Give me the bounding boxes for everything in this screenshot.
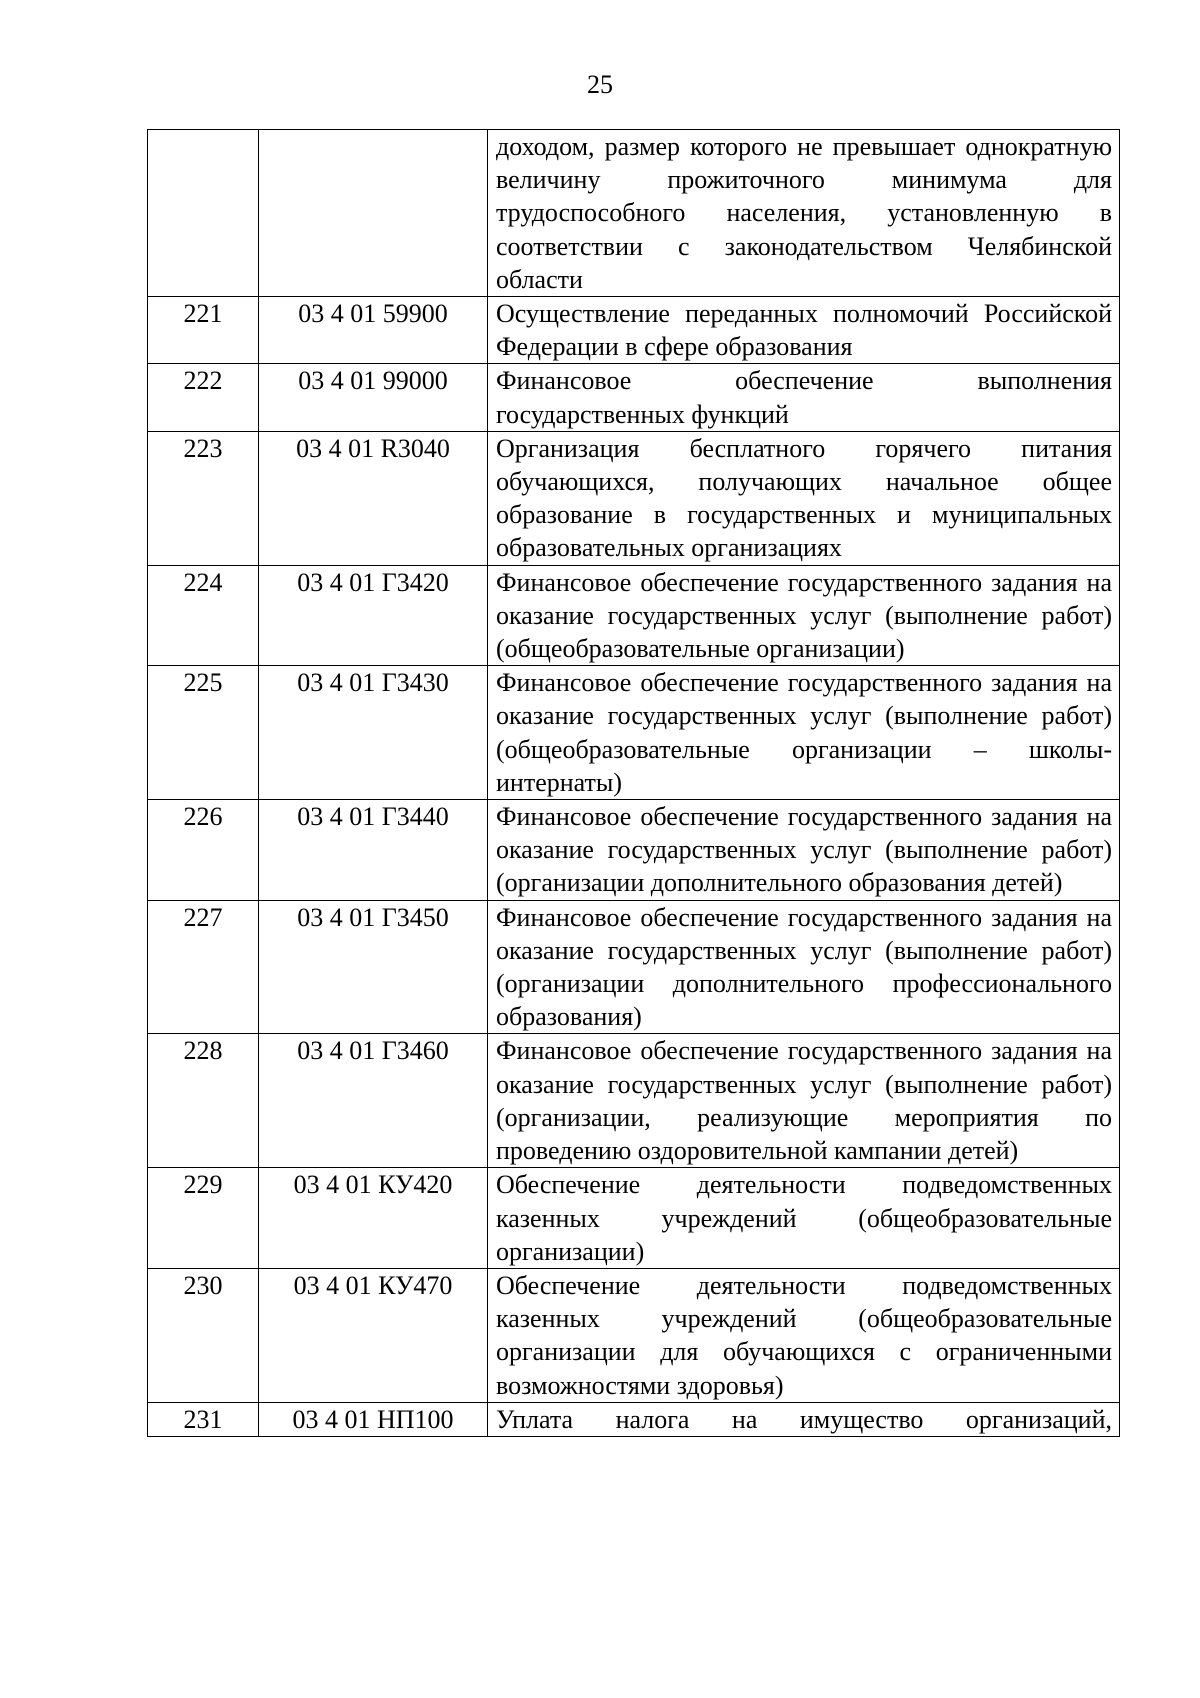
table-row — [148, 364, 1120, 431]
description-cell: доходом, размер которого не превышает однократную величину прожиточного минимума для трудоспособного населения, установленную в соответствии с законодательством Челябинской области — [488, 130, 1120, 297]
table-row — [148, 900, 1120, 1034]
row-number-cell: 226 — [148, 800, 259, 901]
description-cell: Организация бесплатного горячего питания обучающихся, получающих начальное общее образование в государственных и муниципальных образовательных организациях — [488, 431, 1120, 565]
target-item-code-cell: 03 4 01 НП100 — [259, 1402, 488, 1436]
table-row — [148, 1402, 1120, 1436]
target-item-code-cell: 03 4 01 КУ470 — [259, 1268, 488, 1402]
description-cell: Финансовое обеспечение государственного задания на оказание государственных услуг (выполнение работ) (организации дополнительного образования детей) — [488, 800, 1120, 901]
table-row — [148, 666, 1120, 800]
row-number-cell: 231 — [148, 1402, 259, 1436]
row-number-cell: 221 — [148, 297, 259, 364]
description-cell: Уплата налога на имущество организаций, — [488, 1402, 1120, 1436]
target-item-code-cell: 03 4 01 Г3430 — [259, 666, 488, 800]
description-cell: Финансовое обеспечение государственного задания на оказание государственных услуг (выполнение работ) (общеобразовательные организации – школы-интернаты) — [488, 666, 1120, 800]
target-item-code-cell: 03 4 01 99000 — [259, 364, 488, 431]
target-item-code-cell: 03 4 01 Г3460 — [259, 1034, 488, 1168]
description-cell: Финансовое обеспечение государственного задания на оказание государственных услуг (выполнение работ) (организации, реализующие мероприятия по проведению оздоровительной кампании детей) — [488, 1034, 1120, 1168]
row-number-cell: 230 — [148, 1268, 259, 1402]
row-number-cell: 228 — [148, 1034, 259, 1168]
target-item-code-cell: 03 4 01 КУ420 — [259, 1168, 488, 1269]
row-number-cell — [148, 130, 259, 297]
table-row — [148, 297, 1120, 364]
table-row — [148, 431, 1120, 565]
description-cell: Финансовое обеспечение выполнения государственных функций — [488, 364, 1120, 431]
description-cell: Обеспечение деятельности подведомственных казенных учреждений (общеобразовательные организации) — [488, 1168, 1120, 1269]
table-row — [148, 1168, 1120, 1269]
page-number: 25 — [587, 70, 613, 99]
target-item-code-cell: 03 4 01 R3040 — [259, 431, 488, 565]
target-item-code-cell — [259, 130, 488, 297]
description-cell: Финансовое обеспечение государственного задания на оказание государственных услуг (выполнение работ) (организации дополнительного профессионального образования) — [488, 900, 1120, 1034]
row-number-cell: 227 — [148, 900, 259, 1034]
row-number-cell: 225 — [148, 666, 259, 800]
table-row — [148, 1268, 1120, 1402]
table-row — [148, 800, 1120, 901]
row-number-cell: 224 — [148, 565, 259, 666]
description-cell: Осуществление переданных полномочий Российской Федерации в сфере образования — [488, 297, 1120, 364]
description-cell: Финансовое обеспечение государственного задания на оказание государственных услуг (выполнение работ) (общеобразовательные организации) — [488, 565, 1120, 666]
budget-classification-table — [147, 129, 1120, 1437]
row-number-cell: 229 — [148, 1168, 259, 1269]
row-number-cell: 223 — [148, 431, 259, 565]
table-row — [148, 1034, 1120, 1168]
row-number-cell: 222 — [148, 364, 259, 431]
description-cell: Обеспечение деятельности подведомственных казенных учреждений (общеобразовательные организации для обучающихся с ограниченными возможностями здоровья) — [488, 1268, 1120, 1402]
target-item-code-cell: 03 4 01 Г3440 — [259, 800, 488, 901]
table-row — [148, 130, 1120, 297]
target-item-code-cell: 03 4 01 Г3420 — [259, 565, 488, 666]
target-item-code-cell: 03 4 01 Г3450 — [259, 900, 488, 1034]
table-row — [148, 565, 1120, 666]
target-item-code-cell: 03 4 01 59900 — [259, 297, 488, 364]
table-body — [148, 130, 1120, 1437]
